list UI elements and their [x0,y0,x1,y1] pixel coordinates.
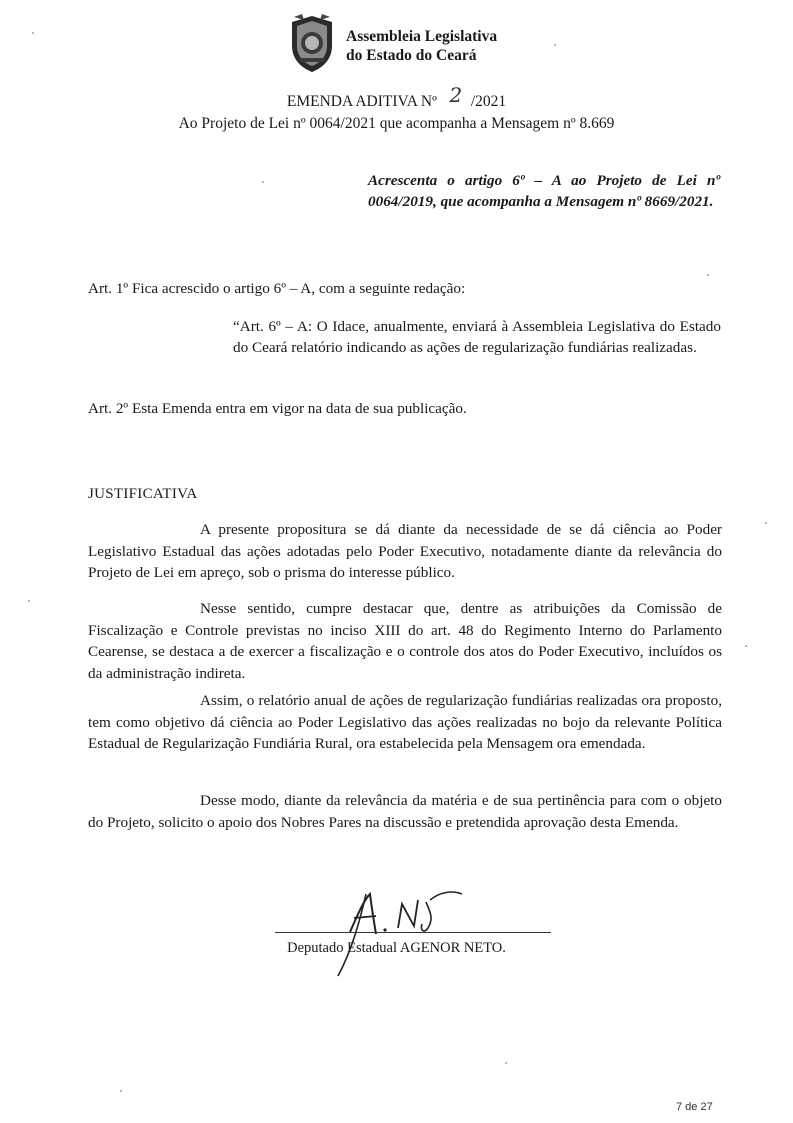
organization-name [346,27,497,65]
justification-heading: JUSTIFICATIVA [88,486,198,502]
ementa-summary: Acrescenta o artigo 6º – A ao Projeto de Lei nº 0064/2019, que acompanha a Mensagem nº 8669/2021. [368,172,720,210]
title-year: /2021 [470,93,507,110]
scan-speck [505,1062,507,1064]
document-subtitle: Ao Projeto de Lei nº 0064/2021 que acompanha a Mensagem nº 8.669 [178,115,615,132]
state-seal-icon [288,14,336,74]
article-6a-quote: “Art. 6º – A: O Idace, anualmente, enviará à Assembleia Legislativa do Estado do Ceará relatório indicando as ações de regularização fundiárias realizadas. [233,318,721,356]
org-name-line1: Assembleia Legislativa [346,28,498,45]
page-number: 7 de 27 [676,1101,713,1113]
scan-speck [707,274,709,276]
scan-speck [554,44,556,46]
letterhead [288,14,548,74]
justification-paragraph: Nesse sentido, cumpre destacar que, dentre as atribuições da Comissão de Fiscalização e Controle previstas no inciso XIII do art. 48 do Regimento Interno do Parlamento Cearense, se destaca a de exercer a fiscalização e o controle dos atos do Poder Executivo, incluídos os da administração indireta. [88,600,722,682]
justification-paragraph: Desse modo, diante da relevância da matéria e de sua pertinência para com o objeto do Projeto, solicito o apoio dos Nobres Pares na discussão e pretendida aprovação desta Emenda. [88,792,722,831]
scan-speck [765,522,767,524]
justification-paragraph: A presente propositura se dá diante da necessidade de se dá ciência ao Poder Legislativo Estadual das ações adotadas pelo Poder Executivo, notadamente diante da relevância do Projeto de Lei em apreço, sob o prisma do interesse público. [88,521,722,581]
justification-paragraph: Assim, o relatório anual de ações de regularização fundiárias realizadas ora proposto, tem como objetivo dá ciência ao Poder Legislativo das ações realizadas no bojo da relevante Política Estadual de Regularização Fundiária Rural, ora estabelecida pela Mensagem ora emendada. [88,692,722,752]
handwritten-signature [330,880,490,980]
signature-line [275,932,551,933]
scan-speck [745,645,747,647]
article-1: Art. 1º Fica acrescido o artigo 6º – A, com a seguinte redação: [88,280,466,297]
org-name-line2: do Estado do Ceará [346,47,477,64]
scan-speck [120,1090,122,1092]
scan-speck [28,600,30,602]
title-prefix: EMENDA ADITIVA Nº [286,93,437,110]
article-2: Art. 2º Esta Emenda entra em vigor na data de sua publicação. [88,400,467,417]
signer-name: Deputado Estadual AGENOR NETO. [287,940,506,956]
scan-speck [32,32,34,34]
handwritten-amendment-number: 2 [449,83,463,107]
document-title [0,83,793,111]
scan-speck [262,181,264,183]
